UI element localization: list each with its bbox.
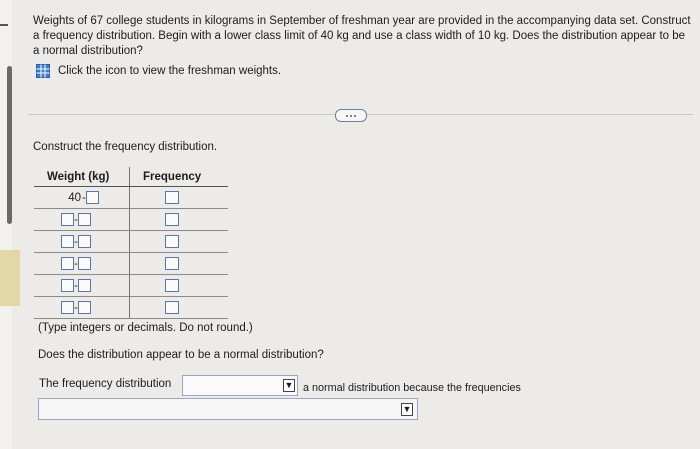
data-link-label[interactable]: Click the icon to view the freshman weights. xyxy=(58,65,282,77)
chevron-down-icon[interactable]: ▼ xyxy=(284,380,294,390)
table-grid-icon[interactable] xyxy=(36,64,50,78)
weight-cell xyxy=(34,253,130,275)
is-normal-dropdown[interactable] xyxy=(182,375,298,396)
lower-limit-input[interactable] xyxy=(61,257,74,270)
frequency-cell xyxy=(130,297,229,319)
table-row xyxy=(34,275,228,297)
lower-limit-input[interactable] xyxy=(61,301,74,314)
range-separator: - xyxy=(82,191,86,204)
frequency-input[interactable] xyxy=(165,235,179,248)
range-separator: - xyxy=(74,257,78,270)
answer-suffix: a normal distribution because the frequencies xyxy=(303,382,521,394)
lower-limit-text: 40 xyxy=(68,191,81,204)
weight-cell xyxy=(34,297,130,319)
weight-header: Weight (kg) xyxy=(34,167,130,187)
frequency-cell xyxy=(130,275,229,297)
dot-icon xyxy=(354,115,356,117)
scrollbar[interactable] xyxy=(7,66,12,224)
data-set-link[interactable] xyxy=(36,64,281,78)
table-row xyxy=(34,187,228,209)
upper-limit-input[interactable] xyxy=(78,279,91,292)
expand-more-button[interactable] xyxy=(335,109,367,122)
collapse-dash-icon[interactable] xyxy=(0,24,8,26)
table-row xyxy=(34,231,228,253)
upper-limit-input[interactable] xyxy=(86,191,99,204)
table-row xyxy=(34,209,228,231)
frequency-cell xyxy=(130,231,229,253)
range-separator: - xyxy=(74,235,78,248)
frequency-cell xyxy=(130,253,229,275)
highlight-strip xyxy=(0,250,20,306)
frequency-cell xyxy=(130,187,229,209)
weight-cell xyxy=(34,231,130,253)
question-text: Weights of 67 college students in kilograms in September of freshman year are provided in the accompanying data set. Construct a frequency distribution. Begin with a lower class limit of 40 kg and use a class width of 10 kg. Does the distribution appear to be a normal distribution? xyxy=(33,15,691,57)
upper-limit-input[interactable] xyxy=(78,301,91,314)
frequency-table xyxy=(34,167,228,319)
frequency-input[interactable] xyxy=(165,257,179,270)
table-row xyxy=(34,253,228,275)
lower-limit-input[interactable] xyxy=(61,279,74,292)
answer-label: The frequency distribution xyxy=(39,378,172,390)
dot-icon xyxy=(350,115,352,117)
table-row xyxy=(34,297,228,319)
instruction-text: Construct the frequency distribution. xyxy=(33,141,218,153)
range-separator: - xyxy=(74,213,78,226)
frequency-input[interactable] xyxy=(165,191,179,204)
frequency-input[interactable] xyxy=(165,301,179,314)
weight-cell xyxy=(34,275,130,297)
frequency-header: Frequency xyxy=(130,167,229,187)
normal-distribution-question: Does the distribution appear to be a normal distribution? xyxy=(38,349,324,361)
upper-limit-input[interactable] xyxy=(78,257,91,270)
lower-limit-input[interactable] xyxy=(61,213,74,226)
lower-limit-input[interactable] xyxy=(61,235,74,248)
chevron-down-icon[interactable]: ▼ xyxy=(402,404,412,414)
rounding-note: (Type integers or decimals. Do not round.) xyxy=(38,322,253,334)
upper-limit-input[interactable] xyxy=(78,213,91,226)
upper-limit-input[interactable] xyxy=(78,235,91,248)
weight-cell xyxy=(34,187,130,209)
range-separator: - xyxy=(74,279,78,292)
weight-cell xyxy=(34,209,130,231)
frequency-input[interactable] xyxy=(165,279,179,292)
frequency-cell xyxy=(130,209,229,231)
reason-dropdown[interactable] xyxy=(38,398,418,420)
frequency-input[interactable] xyxy=(165,213,179,226)
range-separator: - xyxy=(74,301,78,314)
dot-icon xyxy=(346,115,348,117)
